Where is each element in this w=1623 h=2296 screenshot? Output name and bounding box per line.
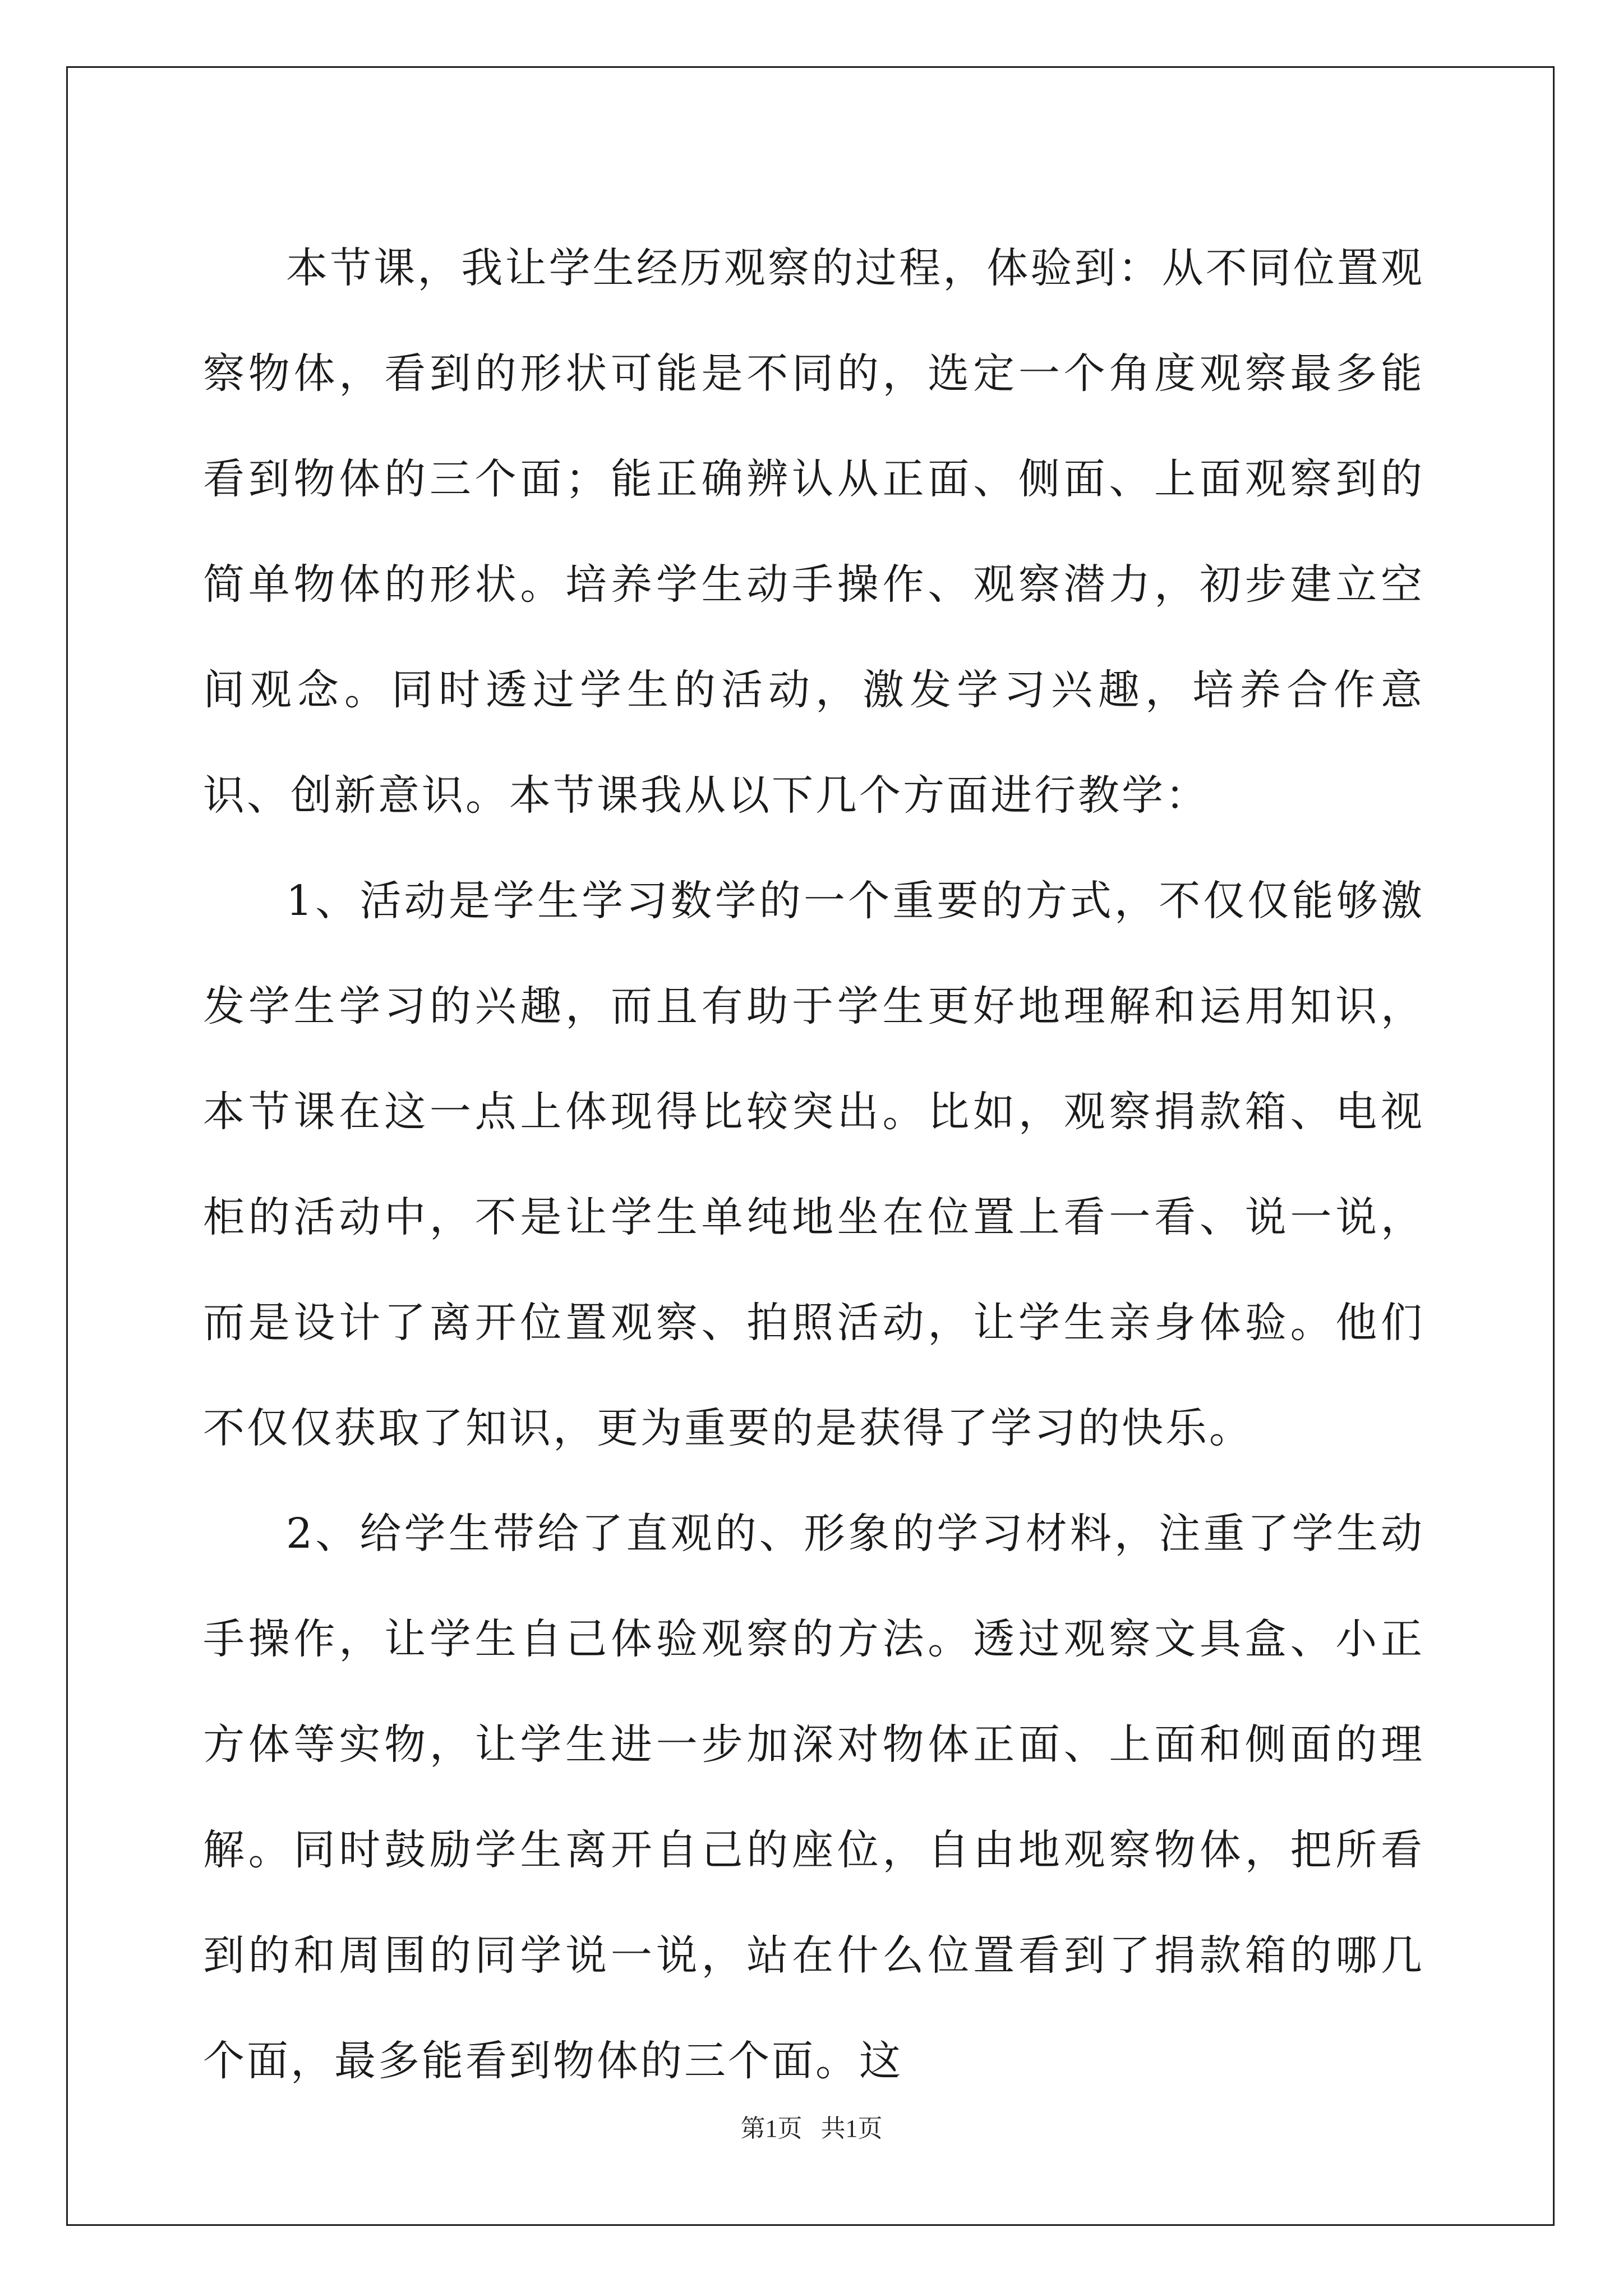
document-body	[203, 215, 1424, 2114]
paragraph-intro: 本节课，我让学生经历观察的过程，体验到：从不同位置观察物体，看到的形状可能是不同的，选定一个角度观察最多能看到物体的三个面；能正确辨认从正面、侧面、上面观察到的简单物体的形状。培养学生动手操作、观察潜力，初步建立空间观念。同时透过学生的活动，激发学习兴趣，培养合作意识、创新意识。本节课我从以下几个方面进行教学：	[203, 244, 1424, 820]
paragraph-point-1: 1、活动是学生学习数学的一个重要的方式，不仅仅能够激发学生学习的兴趣，而且有助于学生更好地理解和运用知识，本节课在这一点上体现得比较突出。比如，观察捐款箱、电视柜的活动中，不是让学生单纯地坐在位置上看一看、说一说，而是设计了离开位置观察、拍照活动，让学生亲身体验。他们不仅仅获取了知识，更为重要的是获得了学习的快乐。	[203, 877, 1424, 1452]
page-footer: 第1页 共1页	[740, 2115, 883, 2142]
paragraph-point-2: 2、给学生带给了直观的、形象的学习材料，注重了学生动手操作，让学生自己体验观察的方法。透过观察文具盒、小正方体等实物，让学生进一步加深对物体正面、上面和侧面的理解。同时鼓励学生离开自己的座位，自由地观察物体，把所看到的和周围的同学说一说，站在什么位置看到了捐款箱的哪几个面，最多能看到物体的三个面。这	[203, 1510, 1424, 2085]
